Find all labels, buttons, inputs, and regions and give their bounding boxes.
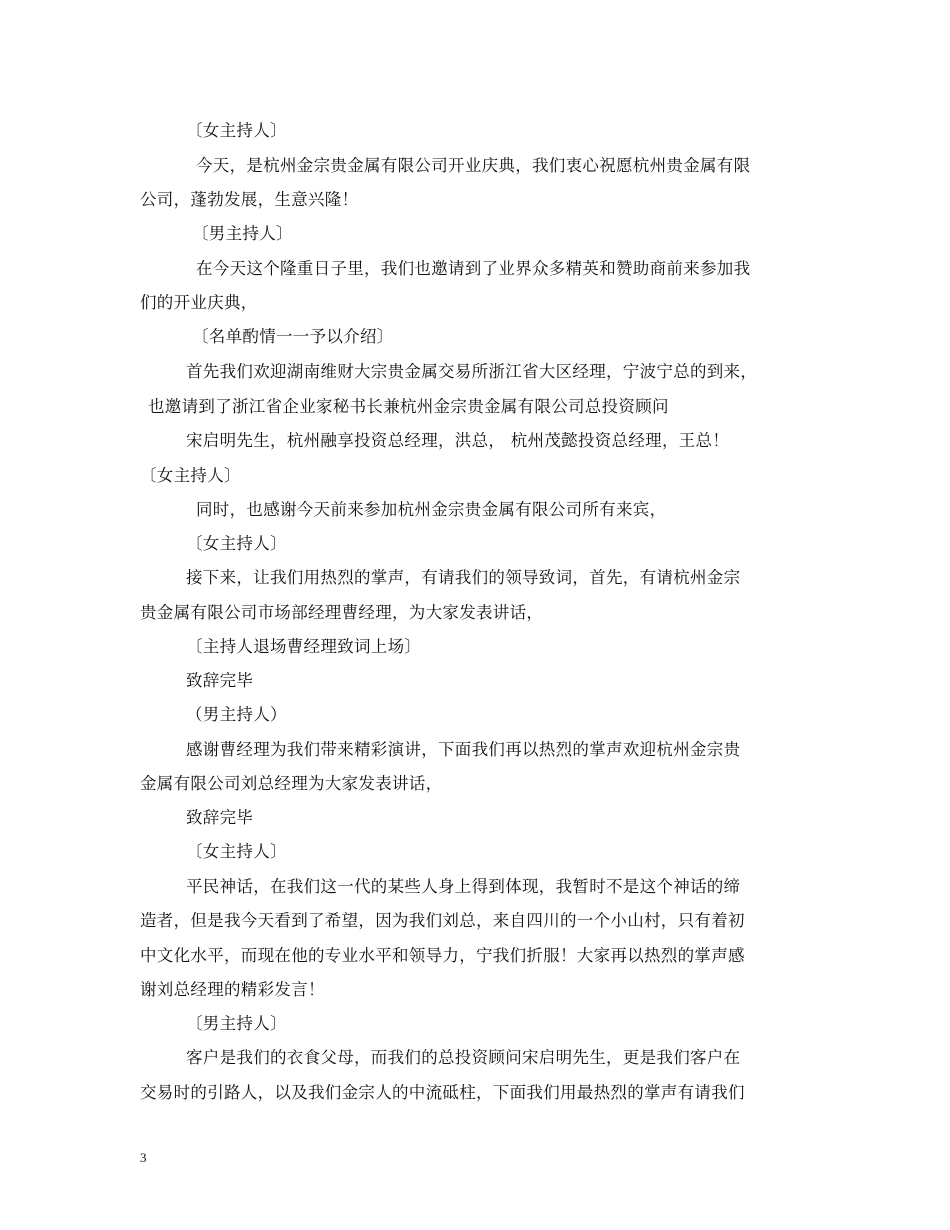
speaker-label: （男主持人）	[186, 705, 287, 724]
text-line: 也邀请到了浙江省企业家秘书长兼杭州金宗贵金属有限公司总投资顾问	[148, 397, 669, 416]
speaker-label: 〔女主持人〕	[186, 842, 287, 861]
text-line: 中文化水平，而现在他的专业水平和领导力，宁我们折服！大家再以热烈的掌声感	[140, 946, 745, 965]
text-line: 造者，但是我今天看到了希望，因为我们刘总，来自四川的一个小山村，只有着初	[140, 911, 745, 930]
text-line: 宋启明先生，杭州融享投资总经理，洪总， 杭州茂懿投资总经理，王总！	[186, 431, 730, 450]
text-line: 感谢曹经理为我们带来精彩演讲，下面我们再以热烈的掌声欢迎杭州金宗贵	[186, 740, 741, 759]
speaker-label: 〔男主持人〕	[192, 224, 293, 243]
speaker-label: 〔女主持人〕	[140, 466, 241, 485]
text-line: 金属有限公司刘总经理为大家发表讲话，	[140, 774, 443, 793]
text-line: 贵金属有限公司市场部经理曹经理，为大家发表讲话，	[140, 603, 544, 622]
text-line: 致辞完毕	[186, 671, 254, 690]
text-line: 们的开业庆典，	[140, 293, 258, 312]
text-line: 同时，也感谢今天前来参加杭州金宗贵金属有限公司所有来宾，	[196, 500, 667, 519]
text-line: 在今天这个隆重日子里，我们也邀请到了业界众多精英和赞助商前来参加我	[196, 259, 751, 278]
text-line: 谢刘总经理的精彩发言！	[140, 980, 325, 999]
text-line: 接下来，让我们用热烈的掌声，有请我们的领导致词，首先，有请杭州金宗	[186, 568, 741, 587]
stage-note: 〔主持人退场曹经理致词上场〕	[186, 637, 422, 656]
text-line: 致辞完毕	[186, 808, 254, 827]
page-number: 3	[140, 1150, 147, 1165]
text-line: 今天，是杭州金宗贵金属有限公司开业庆典，我们衷心祝愿杭州贵金属有限	[196, 156, 751, 175]
text-line: 平民神话，在我们这一代的某些人身上得到体现，我暂时不是这个神话的缔	[186, 877, 741, 896]
stage-note: 〔名单酌情一一予以介绍〕	[192, 327, 394, 346]
speaker-label: 〔女主持人〕	[186, 534, 287, 553]
speaker-label: 〔男主持人〕	[186, 1014, 287, 1033]
text-line: 公司，蓬勃发展，生意兴隆！	[140, 190, 359, 209]
text-line: 客户是我们的衣食父母，而我们的总投资顾问宋启明先生，更是我们客户在	[186, 1048, 741, 1067]
text-line: 交易时的引路人，以及我们金宗人的中流砥柱，下面我们用最热烈的掌声有请我们	[140, 1083, 745, 1102]
speaker-label: 〔女主持人〕	[186, 121, 287, 140]
text-line: 首先我们欢迎湖南维财大宗贵金属交易所浙江省大区经理，宁波宁总的到来，	[186, 362, 758, 381]
